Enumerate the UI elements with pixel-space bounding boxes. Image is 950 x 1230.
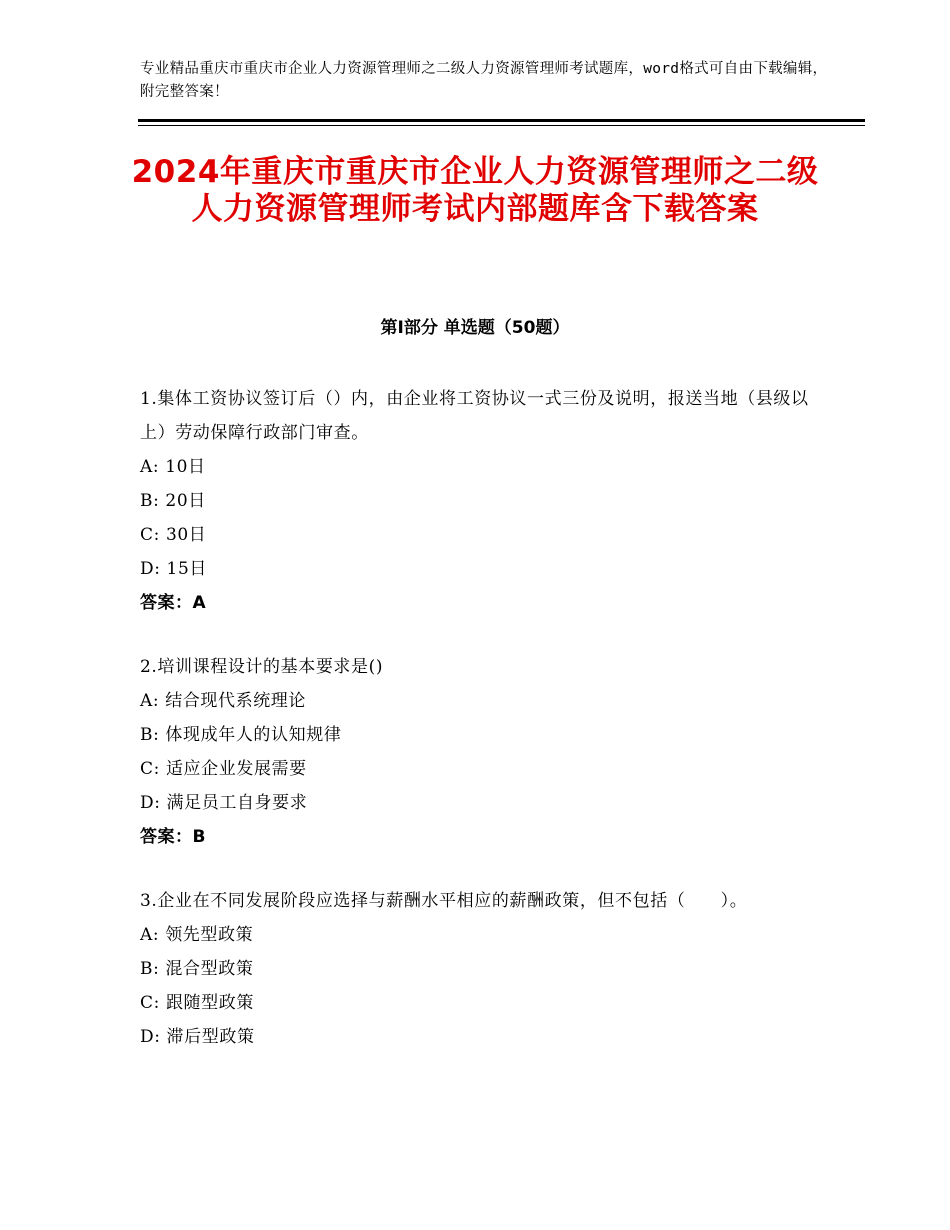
question-stem: 3.企业在不同发展阶段应选择与薪酬水平相应的薪酬政策，但不包括（ ）。 (140, 891, 748, 911)
answer: 答案：B (140, 827, 206, 847)
option-d: D: 15日 (140, 559, 207, 579)
option-b: B: 20日 (140, 491, 206, 511)
document-title: 2024年重庆市重庆市企业人力资源管理师之二级人力资源管理师考试内部题库含下载答案 (131, 154, 819, 227)
option-b: B: 混合型政策 (140, 959, 254, 979)
header-rule-thin (138, 125, 865, 126)
option-b: B: 体现成年人的认知规律 (140, 725, 342, 745)
option-d: D: 滞后型政策 (140, 1027, 255, 1047)
section-title: 第Ⅰ部分 单选题（50题） (380, 318, 570, 338)
option-a: A: 结合现代系统理论 (140, 691, 307, 711)
question-stem: 1.集体工资协议签订后（）内，由企业将工资协议一式三份及说明，报送当地（县级以上）劳动保障行政部门审查。 (140, 389, 809, 443)
option-d: D: 满足员工自身要求 (140, 793, 308, 813)
option-a: A: 10日 (140, 457, 206, 477)
header-note: 专业精品重庆市重庆市企业人力资源管理师之二级人力资源管理师考试题库，word格式可自由下载编辑，附完整答案！ (140, 61, 828, 100)
option-c: C: 跟随型政策 (140, 993, 254, 1013)
question-3 (140, 884, 830, 1054)
option-a: A: 领先型政策 (140, 925, 254, 945)
option-c: C: 30日 (140, 525, 207, 545)
question-stem: 2.培训课程设计的基本要求是() (140, 657, 384, 677)
answer: 答案：A (140, 593, 207, 613)
option-c: C: 适应企业发展需要 (140, 759, 307, 779)
question-1 (140, 382, 830, 620)
question-list (140, 382, 830, 1084)
question-2 (140, 650, 830, 854)
header-rule-thick (138, 119, 865, 122)
